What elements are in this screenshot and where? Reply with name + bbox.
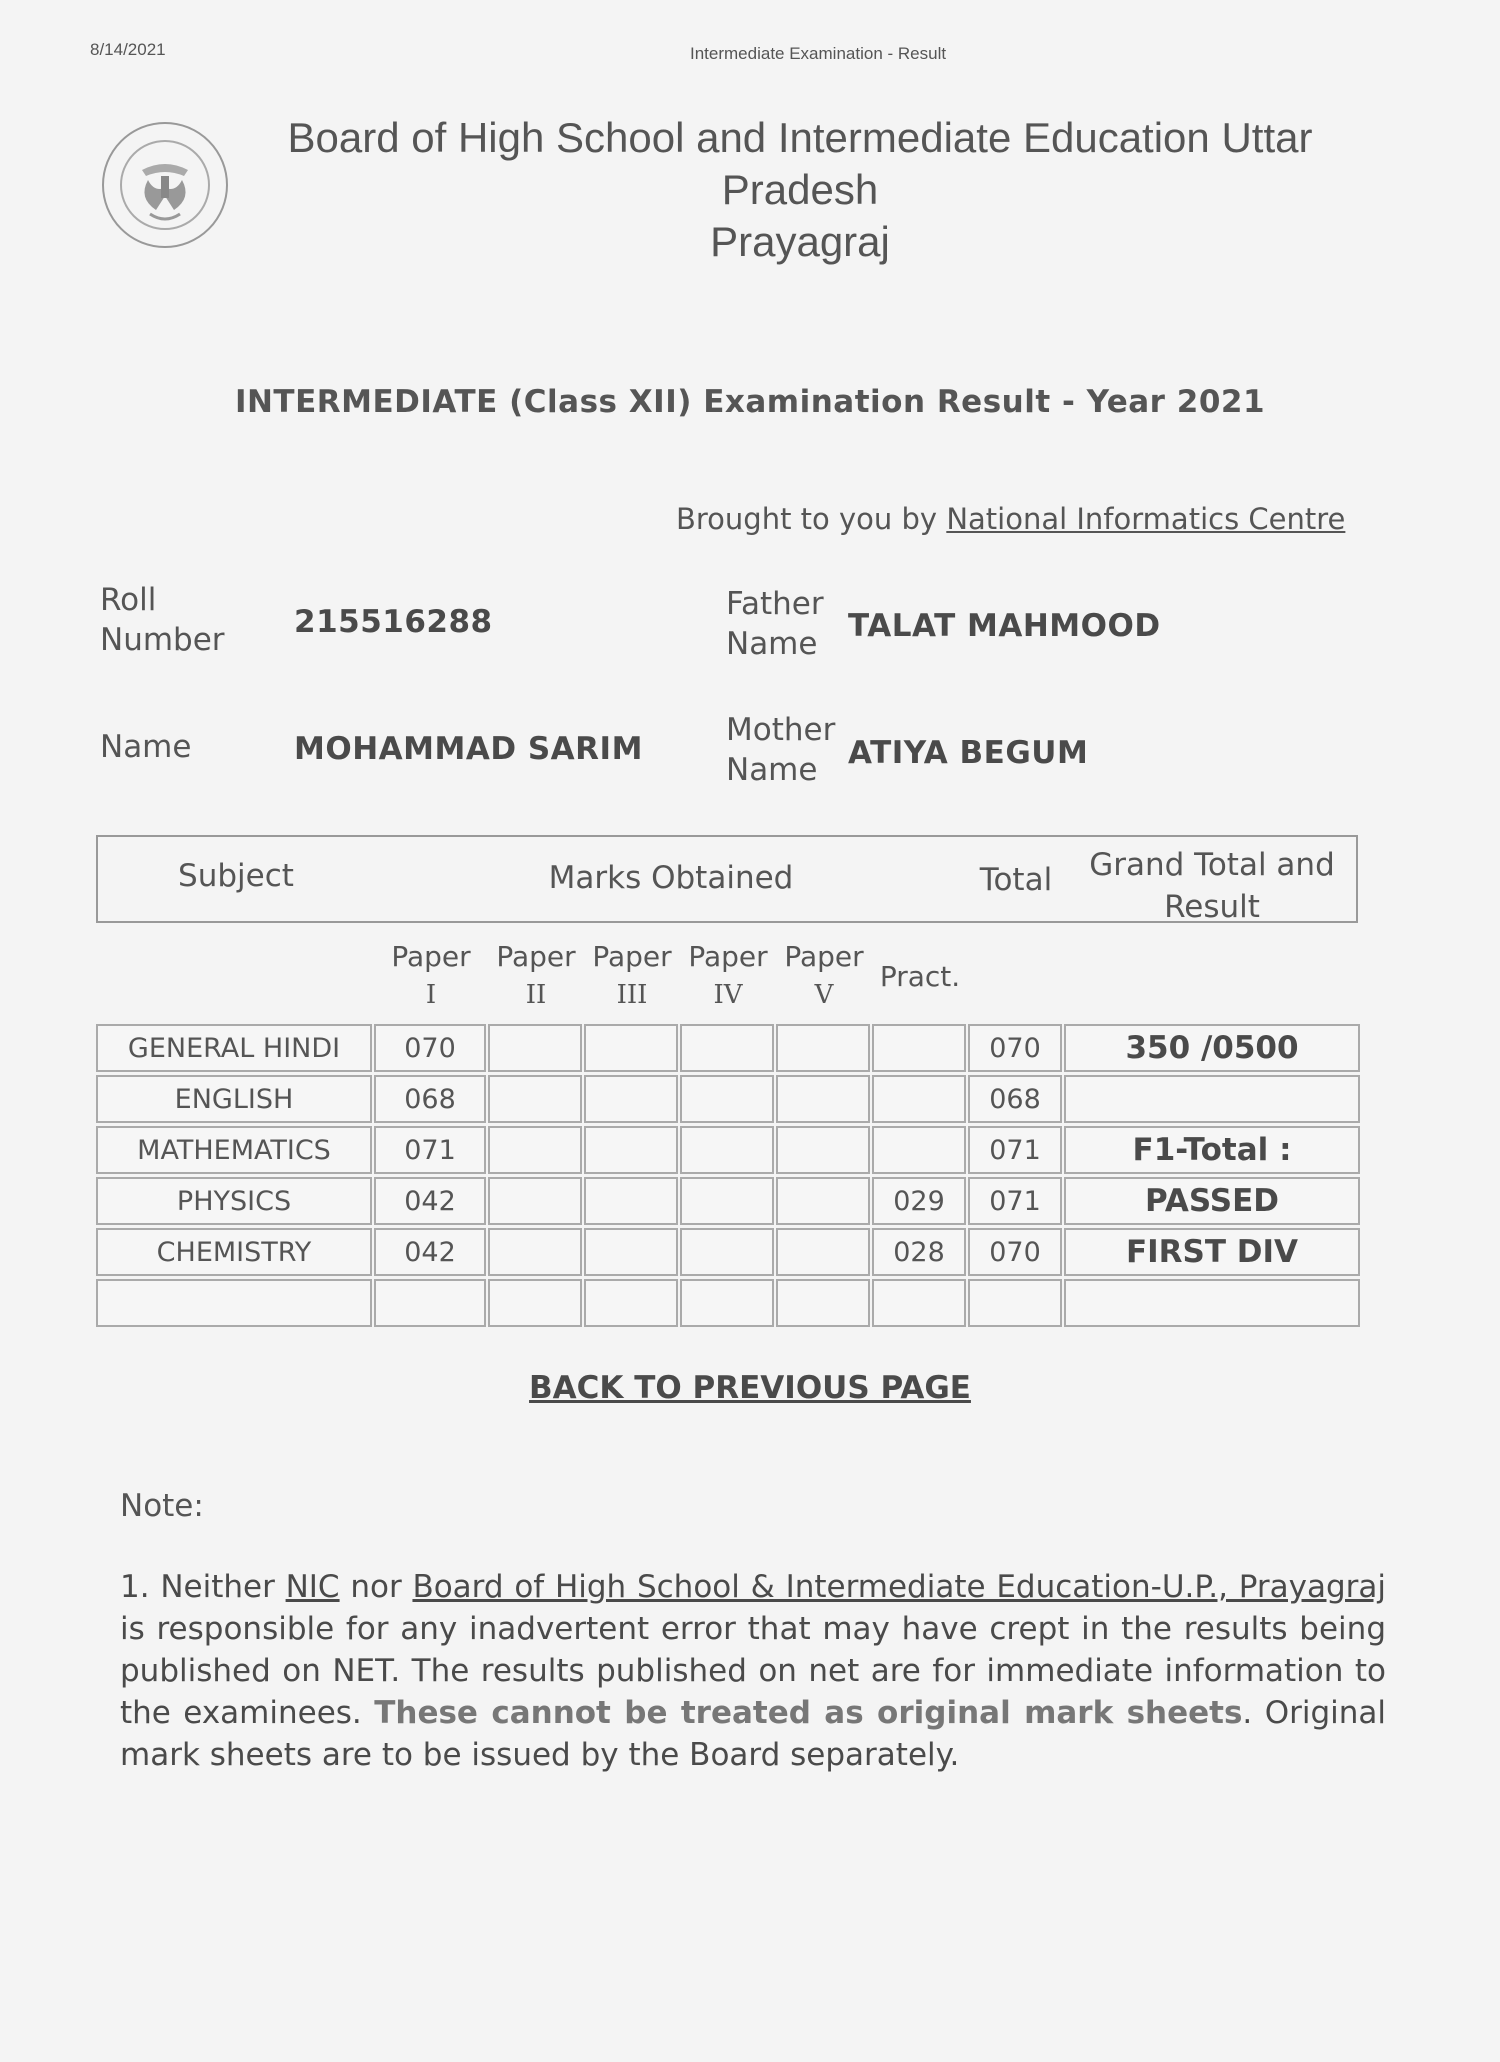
roll-number-label [100, 580, 225, 660]
paper-5-cell [776, 1279, 870, 1327]
paper-2-cell [488, 1126, 582, 1174]
note-text-4: . Original mark sheets are to be issued by the Board separately. [120, 1695, 1387, 1773]
grand-total-header [1066, 844, 1358, 928]
practical-cell: 028 [872, 1228, 966, 1276]
mother-label-line-1: Mother [726, 712, 836, 748]
total-cell: 070 [968, 1228, 1062, 1276]
total-cell: 071 [968, 1126, 1062, 1174]
name-label: Name [100, 729, 192, 765]
grand-total-result-cell: FIRST DIV [1064, 1228, 1360, 1276]
marks-obtained-header: Marks Obtained [548, 860, 794, 896]
paper-5-header-number: V [814, 980, 834, 1010]
total-cell: 070 [968, 1024, 1062, 1072]
paper-2-header-number: II [525, 980, 547, 1010]
paper-1-cell: 068 [374, 1075, 486, 1123]
practical-cell [872, 1126, 966, 1174]
paper-4-cell [680, 1024, 774, 1072]
father-label-line-2: Name [726, 626, 818, 662]
practical-cell [872, 1279, 966, 1327]
subject-cell: GENERAL HINDI [96, 1024, 372, 1072]
exam-title: INTERMEDIATE (Class XII) Examination Result - Year 2021 [234, 384, 1266, 420]
practical-cell [872, 1024, 966, 1072]
subject-cell: MATHEMATICS [96, 1126, 372, 1174]
paper-2-header-label: Paper [496, 940, 576, 973]
note-text-2: nor [339, 1569, 413, 1605]
paper-3-cell [584, 1177, 678, 1225]
paper-3-header-number: III [616, 980, 648, 1010]
father-label-line-1: Father [726, 586, 824, 622]
subject-cell: PHYSICS [96, 1177, 372, 1225]
board-note-link[interactable]: Board of High School & Intermediate Education-U.P., Prayagraj [412, 1569, 1386, 1605]
paper-3-cell [584, 1075, 678, 1123]
paper-5-cell [776, 1024, 870, 1072]
board-title-line-1: Board of High School and Intermediate Education Uttar [287, 114, 1313, 161]
board-title-line-3: Prayagraj [710, 218, 890, 265]
mother-name-label [726, 710, 835, 790]
disclaimer-note [120, 1566, 1386, 1776]
practical-header: Pract. [879, 960, 961, 993]
father-name-label [726, 584, 824, 664]
print-page-title: Intermediate Examination - Result [690, 44, 947, 63]
paper-1-cell: 042 [374, 1177, 486, 1225]
paper-5-cell [776, 1126, 870, 1174]
board-title-line-2: Pradesh [721, 166, 879, 213]
print-date: 8/14/2021 [90, 40, 166, 59]
paper-2-cell [488, 1024, 582, 1072]
paper-2-header [484, 938, 588, 1014]
practical-cell: 029 [872, 1177, 966, 1225]
mother-label-line-2: Name [726, 752, 818, 788]
paper-4-cell [680, 1279, 774, 1327]
board-title [240, 112, 1360, 268]
paper-4-header [680, 938, 776, 1014]
total-header: Total [979, 862, 1053, 898]
grand-total-result-cell [1064, 1279, 1360, 1327]
practical-cell [872, 1075, 966, 1123]
paper-3-cell [584, 1024, 678, 1072]
roll-number-value: 215516288 [294, 604, 493, 640]
brought-by-prefix: Brought to you by [676, 502, 947, 536]
roll-label-line-1: Roll [100, 582, 157, 618]
paper-4-cell [680, 1126, 774, 1174]
paper-5-cell [776, 1075, 870, 1123]
paper-2-cell [488, 1228, 582, 1276]
note-warning-bold: These cannot be treated as original mark sheets [374, 1695, 1243, 1731]
total-cell: 071 [968, 1177, 1062, 1225]
note-text-3: is responsible for any inadvertent error that may have crept in the results being published on NET. The results published on net are for immediate information to the examinees. [120, 1611, 1386, 1731]
paper-2-cell [488, 1075, 582, 1123]
paper-1-cell: 042 [374, 1228, 486, 1276]
paper-4-header-label: Paper [688, 940, 768, 973]
mother-name-value: ATIYA BEGUM [848, 735, 1089, 771]
paper-1-header [378, 938, 484, 1014]
grand-total-result-cell [1064, 1075, 1360, 1123]
paper-3-cell [584, 1126, 678, 1174]
paper-1-cell [374, 1279, 486, 1327]
paper-4-cell [680, 1177, 774, 1225]
paper-3-header [584, 938, 680, 1014]
paper-1-cell: 070 [374, 1024, 486, 1072]
paper-4-cell [680, 1228, 774, 1276]
nic-note-link[interactable]: NIC [285, 1569, 340, 1605]
grand-total-result-cell: F1-Total : [1064, 1126, 1360, 1174]
total-cell: 068 [968, 1075, 1062, 1123]
paper-1-header-label: Paper [391, 940, 471, 973]
roll-label-line-2: Number [100, 622, 225, 658]
subject-cell: CHEMISTRY [96, 1228, 372, 1276]
note-text-1: 1. Neither [120, 1569, 286, 1605]
paper-4-header-number: IV [713, 980, 743, 1010]
father-name-value: TALAT MAHMOOD [848, 608, 1161, 644]
grand-total-header-line-1: Grand Total and [1089, 847, 1335, 883]
paper-3-header-label: Paper [592, 940, 672, 973]
paper-1-header-number: I [425, 980, 437, 1010]
subject-cell: ENGLISH [96, 1075, 372, 1123]
nic-link[interactable]: National Informatics Centre [946, 502, 1346, 536]
back-to-previous-page-link[interactable]: BACK TO PREVIOUS PAGE [529, 1370, 971, 1406]
student-name-value: MOHAMMAD SARIM [294, 731, 643, 767]
paper-5-cell [776, 1177, 870, 1225]
grand-total-result-cell: PASSED [1064, 1177, 1360, 1225]
subject-header: Subject [178, 858, 294, 894]
grand-total-header-line-2: Result [1164, 889, 1260, 925]
paper-3-cell [584, 1279, 678, 1327]
total-cell [968, 1279, 1062, 1327]
paper-5-cell [776, 1228, 870, 1276]
grand-total-result-cell: 350 /0500 [1064, 1024, 1360, 1072]
paper-5-header [776, 938, 872, 1014]
paper-2-cell [488, 1279, 582, 1327]
paper-3-cell [584, 1228, 678, 1276]
up-government-seal-icon [98, 118, 232, 252]
subject-cell [96, 1279, 372, 1327]
paper-2-cell [488, 1177, 582, 1225]
note-heading: Note: [120, 1488, 204, 1524]
paper-1-cell: 071 [374, 1126, 486, 1174]
paper-4-cell [680, 1075, 774, 1123]
paper-5-header-label: Paper [784, 940, 864, 973]
brought-by-line [676, 502, 1345, 536]
